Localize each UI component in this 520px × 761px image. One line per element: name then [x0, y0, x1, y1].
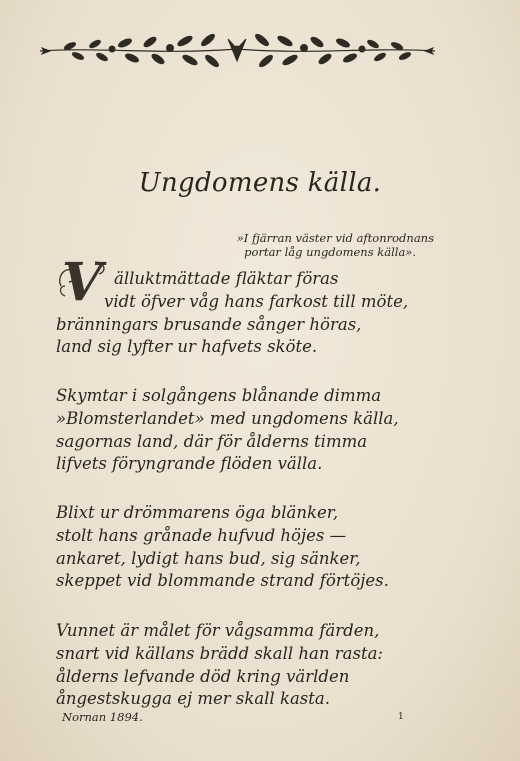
epigraph-line-1: »I fjärran väster vid aftonrodnans — [236, 231, 434, 245]
verse-line: ankaret, lydigt hans bud, sig sänker, — [56, 548, 361, 568]
verse-line: ångestskugga ej mer skall kasta. — [56, 689, 330, 709]
stanza-2 — [56, 385, 399, 476]
verse-line: skeppet vid blommande strand förtöjes. — [56, 571, 389, 591]
verse-line: land sig lyfter ur hafvets sköte. — [56, 337, 318, 357]
verse-line: Vunnet är målet för vågsamma färden, — [56, 621, 380, 640]
poem-title: Ungdomens källa. — [138, 168, 382, 198]
verse-line: Blixt ur drömmarens öga blänker, — [56, 503, 339, 522]
verse-line: vidt öfver våg hans farkost till möte, — [104, 291, 409, 311]
verse-line: bränningars brusande sånger höras, — [56, 314, 362, 334]
verse-line: stolt hans grånade hufvud höjes — — [56, 525, 347, 545]
stanza-1 — [56, 268, 408, 359]
drop-cap-letter: V — [61, 252, 103, 313]
verse-line: ålderns lefvande död kring världen — [56, 666, 350, 686]
epigraph — [237, 231, 434, 259]
verse-line: Skymtar i solgångens blånande dimma — [56, 386, 382, 405]
verse-line: lifvets föryngrande flöden välla. — [56, 454, 323, 474]
floral-vine-ornament-icon — [40, 33, 435, 69]
epigraph-line-2: portar låg ungdomens källa». — [244, 245, 416, 259]
page-number: 1 — [398, 712, 404, 722]
verse-line: älluktmättade fläktar föras — [114, 269, 339, 288]
verse-line: sagornas land, där för ålderns timma — [56, 431, 368, 451]
verse-line: »Blomsterlandet» med ungdomens källa, — [56, 408, 399, 428]
stanza-3 — [56, 502, 389, 593]
stanza-4 — [56, 620, 383, 711]
source-note: Nornan 1894. — [62, 710, 143, 724]
verse-line: snart vid källans brädd skall han rasta: — [56, 643, 383, 663]
